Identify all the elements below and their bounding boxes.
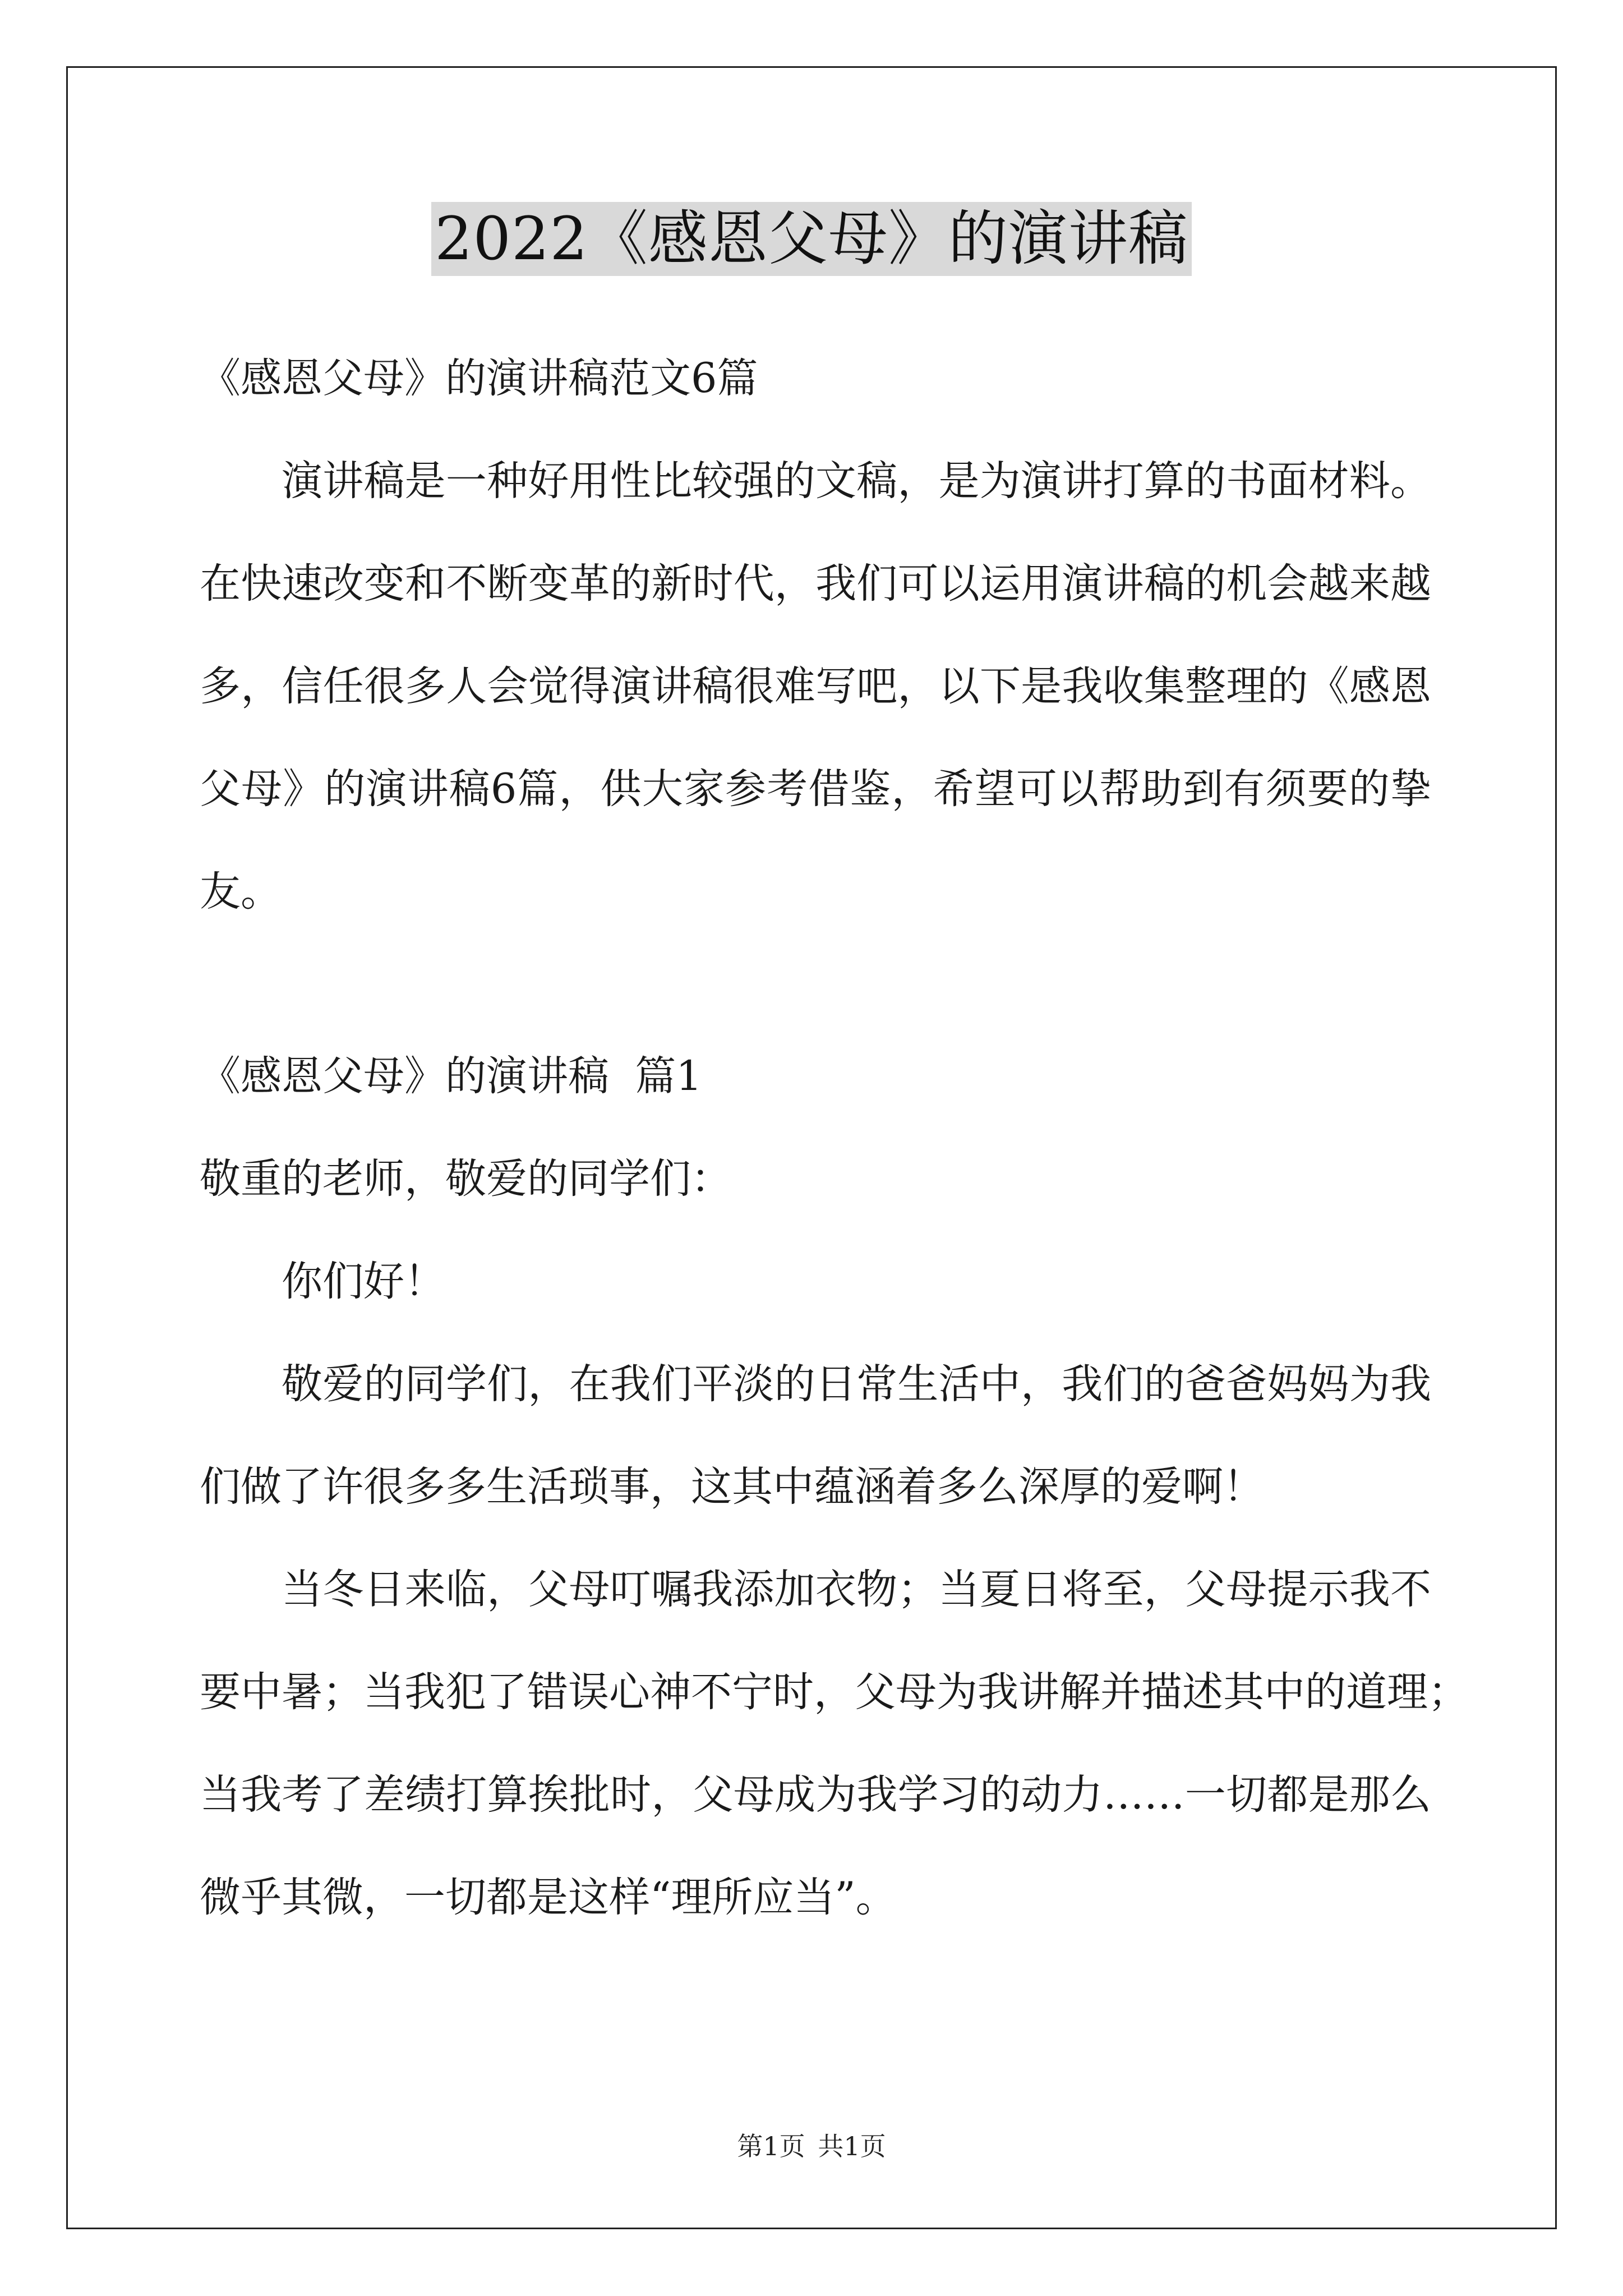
document-title: 2022《感恩父母》的演讲稿	[431, 202, 1192, 276]
page-total: 共1页	[818, 2131, 886, 2161]
salutation: 敬重的老师，敬爱的同学们：	[200, 1155, 732, 1203]
intro-line-1: 演讲稿是一种好用性比较强的文稿，是为演讲打算的书面材料。	[282, 457, 1431, 505]
document-subtitle: 《感恩父母》的演讲稿范文6篇	[200, 355, 758, 402]
para2-line-3: 当我考了差绩打算挨批时，父母成为我学习的动力……一切都是那么	[200, 1771, 1431, 1819]
title-wrap	[0, 202, 1623, 276]
intro-line-3: 多，信任很多人会觉得演讲稿很难写吧，以下是我收集整理的《感恩	[200, 662, 1431, 710]
para2-line-4: 微乎其微，一切都是这样“理所应当”。	[200, 1874, 897, 1921]
intro-line-4: 父母》的演讲稿6篇，供大家参考借鉴，希望可以帮助到有须要的挚	[200, 765, 1431, 813]
para2-line-2: 要中暑；当我犯了错误心神不宁时，父母为我讲解并描述其中的道理；	[200, 1668, 1469, 1716]
para2-line-1: 当冬日来临，父母叮嘱我添加衣物；当夏日将至，父母提示我不	[282, 1566, 1431, 1613]
section-gap	[200, 958, 1431, 1040]
intro-line-2: 在快速改变和不断变革的新时代，我们可以运用演讲稿的机会越来越	[200, 560, 1431, 608]
para1-line-1: 敬爱的同学们，在我们平淡的日常生活中，我们的爸爸妈妈为我	[282, 1360, 1431, 1408]
intro-line-5: 友。	[200, 868, 282, 915]
page-number: 第1页	[737, 2131, 805, 2161]
greeting: 你们好！	[282, 1258, 445, 1305]
para1-line-2: 们做了许很多多生活琐事，这其中蕴涵着多么深厚的爱啊！	[200, 1463, 1264, 1511]
section-heading: 《感恩父母》的演讲稿 篇1	[200, 1052, 702, 1100]
document-body	[200, 342, 1469, 1964]
page-footer	[0, 2126, 1623, 2163]
